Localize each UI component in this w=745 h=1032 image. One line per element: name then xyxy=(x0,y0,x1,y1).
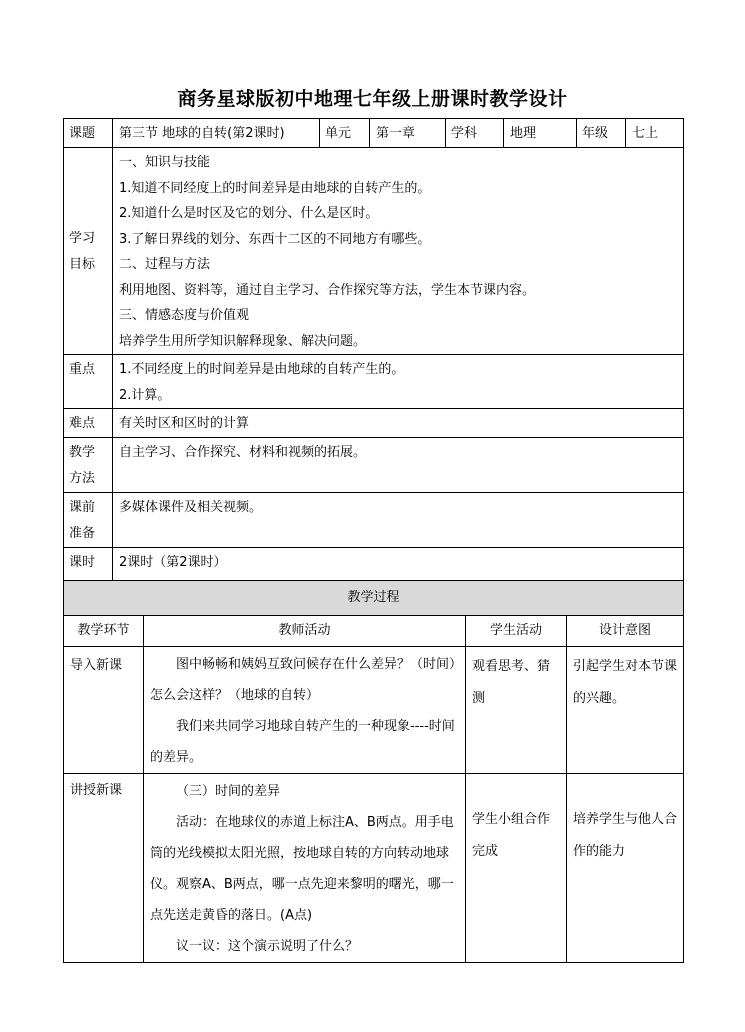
prep-label: 课前 准备 xyxy=(64,493,113,548)
header-student: 学生活动 xyxy=(466,616,567,647)
nianji-value: 七上 xyxy=(626,119,684,148)
method-content: 自主学习、合作探究、材料和视频的拓展。 xyxy=(113,438,684,493)
prep-row xyxy=(64,493,684,548)
process-header-row xyxy=(64,616,684,647)
info-row xyxy=(64,119,684,148)
process-title-row xyxy=(64,581,684,616)
student-intro: 观看思考、猜测 xyxy=(466,647,567,774)
prep-content: 多媒体课件及相关视频。 xyxy=(113,493,684,548)
header-teacher: 教师活动 xyxy=(144,616,466,647)
danyuan-value: 第一章 xyxy=(370,119,446,148)
xueke-value: 地理 xyxy=(504,119,577,148)
goals-label: 学习 目标 xyxy=(64,148,113,355)
method-row xyxy=(64,438,684,493)
schedule-label: 课时 xyxy=(64,548,113,603)
goals-content: 一、知识与技能 1.知道不同经度上的时间差异是由地球的自转产生的。 2.知道什么是时区及它的划分、什么是区时。 3.了解日界线的划分、东西十二区的不同地方有哪些。 二、过程与方法 利用地图、资料等，通过自主学习、合作探究等方法，学生本节课内容。 三、情感态度与价值观 培养学生用所学知识解释现象、解决问题。 xyxy=(113,148,684,355)
student-new: 学生小组合作完成 xyxy=(466,774,567,963)
process-title: 教学过程 xyxy=(64,581,684,616)
goals-row xyxy=(64,148,684,355)
page-title: 商务星球版初中地理七年级上册课时教学设计 xyxy=(177,88,568,110)
teacher-new: （三）时间的差异 活动：在地球仪的赤道上标注A、B两点。用手电筒的光线模拟太阳光照，按地球自转的方向转动地球仪。观察A、B两点，哪一点先迎来黎明的曙光，哪一点先送走黄昏的落日。(A点) 议一议：这个演示说明了什么？ xyxy=(144,774,466,963)
teacher-intro: 图中畅畅和姨妈互致问候存在什么差异？（时间）怎么会这样？（地球的自转） 我们来共同学习地球自转产生的一种现象----时间的差异。 xyxy=(144,647,466,774)
header-stage: 教学环节 xyxy=(64,616,144,647)
info-table xyxy=(63,118,684,603)
stage-intro: 导入新课 xyxy=(64,647,144,774)
key-content: 1.不同经度上的时间差异是由地球的自转产生的。 2.计算。 xyxy=(113,355,684,409)
intent-intro: 引起学生对本节课的兴趣。 xyxy=(567,647,684,774)
difficulty-content: 有关时区和区时的计算 xyxy=(113,409,684,438)
process-row-new xyxy=(64,774,684,963)
difficulty-row xyxy=(64,409,684,438)
xueke-label: 学科 xyxy=(446,119,504,148)
method-label: 教学 方法 xyxy=(64,438,113,493)
key-row xyxy=(64,355,684,409)
intent-new: 培养学生与他人合作的能力 xyxy=(567,774,684,963)
stage-new: 讲授新课 xyxy=(64,774,144,963)
process-row-intro xyxy=(64,647,684,774)
danyuan-label: 单元 xyxy=(320,119,370,148)
header-intent: 设计意图 xyxy=(567,616,684,647)
schedule-content: 2课时（第2课时） xyxy=(113,548,684,603)
process-table xyxy=(63,580,684,963)
nianji-label: 年级 xyxy=(577,119,626,148)
difficulty-label: 难点 xyxy=(64,409,113,438)
keti-label: 课题 xyxy=(64,119,113,148)
key-label: 重点 xyxy=(64,355,113,409)
keti-value: 第三节 地球的自转(第2课时) xyxy=(113,119,320,148)
